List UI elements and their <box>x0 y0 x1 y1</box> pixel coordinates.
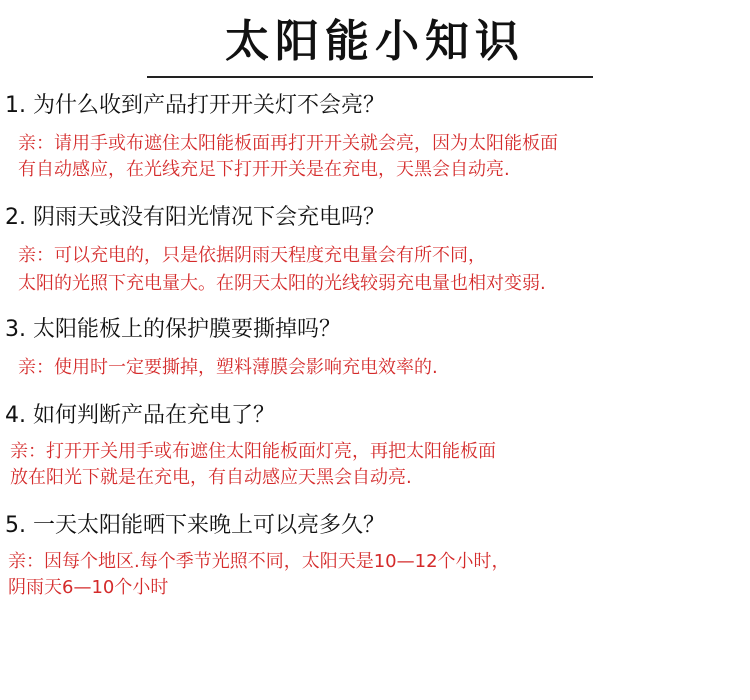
answer-2-line-2: 太阳的光照下充电量大。在阴天太阳的光线较弱充电量也相对变弱. <box>18 273 546 294</box>
page-title: 太阳能小知识 <box>225 16 525 67</box>
answer-1-line-1: 亲：请用手或布遮住太阳能板面再打开开关就会亮，因为太阳能板面 <box>18 133 558 154</box>
question-3: 3. 太阳能板上的保护膜要撕掉吗？ <box>5 317 341 342</box>
answer-4-line-2: 放在阳光下就是在充电，有自动感应天黑会自动亮. <box>10 467 412 488</box>
title-underline <box>147 76 593 78</box>
answer-5-line-1: 亲：因每个地区.每个季节光照不同，太阳天是10—12个小时， <box>8 551 510 572</box>
answer-4-line-1: 亲：打开开关用手或布遮住太阳能板面灯亮，再把太阳能板面 <box>10 441 496 462</box>
answer-3-line-1: 亲：使用时一定要撕掉，塑料薄膜会影响充电效率的. <box>18 357 438 378</box>
question-1: 1. 为什么收到产品打开开关灯不会亮？ <box>5 93 385 118</box>
answer-2-line-1: 亲：可以充电的，只是依据阴雨天程度充电量会有所不同， <box>18 245 486 266</box>
answer-1-line-2: 有自动感应，在光线充足下打开开关是在充电，天黑会自动亮. <box>18 159 510 180</box>
answer-5-line-2: 阴雨天6—10个小时 <box>8 577 169 598</box>
question-2: 2. 阴雨天或没有阳光情况下会充电吗？ <box>5 205 385 230</box>
question-4: 4. 如何判断产品在充电了？ <box>5 403 275 428</box>
question-5: 5. 一天太阳能晒下来晚上可以亮多久？ <box>5 513 385 538</box>
